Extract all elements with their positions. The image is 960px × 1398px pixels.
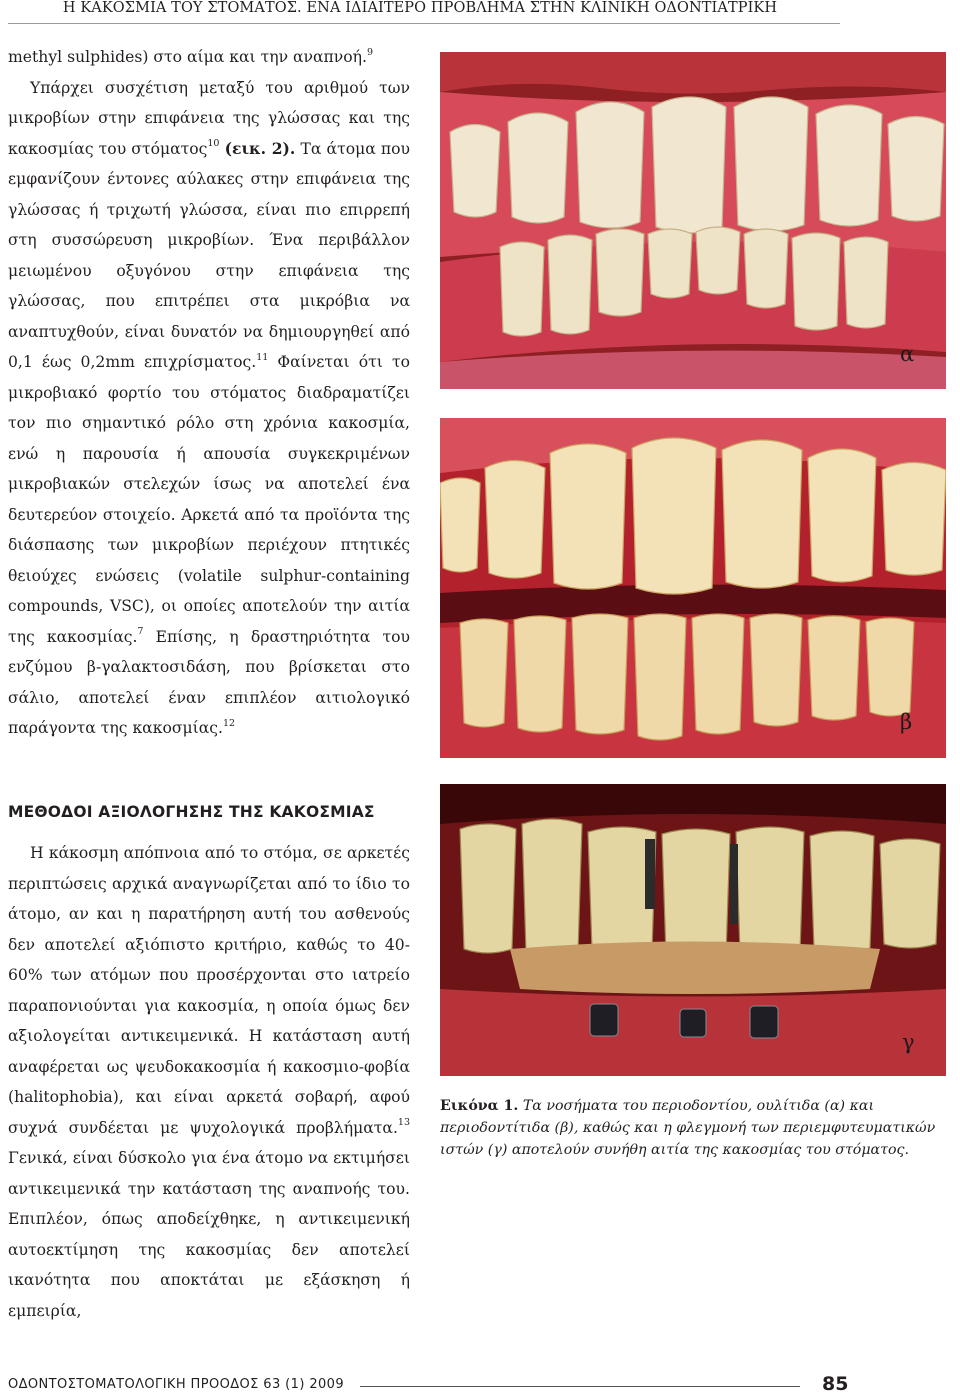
journal-name: ΟΔΟΝΤΟΣΤΟΜΑΤΟΛΟΓΙΚΗ ΠΡΟΟΔΟΣ 63 (1) 2009 — [8, 1377, 345, 1392]
reference-11: 11 — [256, 351, 269, 363]
text-run: Επίσης, η δραστηριότητα του ενζύμου β-γαλακτοσιδάση, που βρίσκεται στο σάλιο, αποτελεί έναν επιπλέον αιτιολογικό παράγοντα της κακοσμίας. — [8, 627, 410, 737]
reference-12: 12 — [222, 717, 236, 729]
reference-13: 13 — [397, 1117, 410, 1129]
caption-label: Εικόνα 1. — [440, 1098, 519, 1114]
reference-10: 10 — [207, 138, 220, 150]
figure-photo-gingivitis — [440, 52, 946, 389]
body-column-top — [8, 42, 410, 744]
figure-label-c: γ — [902, 1030, 915, 1054]
text-run: Υπάρχει συσχέτιση μεταξύ του αριθμού των μικροβίων στην επιφάνεια της γλώσσας και της κακοσμίας του στόματος — [8, 78, 410, 158]
text-run: Φαίνεται ότι το μικροβιακό φορτίο του στόματος διαδραματίζει τον πιο σημαντικό ρόλο στη χρόνια κακοσμία, ενώ η παρουσία ή απουσία συγκεκριμένων μικροβιακών στελεχών ίσως να αποτελεί ένα δευτερεύον στοιχείο. Αρκετά από τα προϊόντα της διάσπασης των μικροβίων περιέχουν πτητικές θειούχες ενώσεις (volatile sulphur-containing compounds, VSC), οι οποίες αποτελούν την αιτία της κακοσμίας. — [8, 353, 410, 646]
figure-caption — [440, 1095, 956, 1161]
footer-rule — [360, 1386, 800, 1387]
peri-implantitis-photo-illustration — [440, 784, 946, 1076]
reference-7: 7 — [137, 626, 144, 638]
figure-photo-peri-implantitis — [440, 784, 946, 1076]
text-run: Γενικά, είναι δύσκολο για ένα άτομο να εκτιμήσει αντικειμενικά την κατάσταση της αναπνοής του. Επιπλέον, όπως αποδείχθηκε, η αντικειμενική αυτοεκτίμηση της κακοσμίας δεν αποτελεί ικανότητα που αποκτάται με εξάσκηση ή εμπειρία, — [8, 1149, 410, 1320]
running-head — [0, 0, 840, 24]
reference-9: 9 — [366, 46, 374, 58]
section-heading: ΜΕΘΟΔΟΙ ΑΞΙΟΛΟΓΗΣΗΣ ΤΗΣ ΚΑΚΟΣΜΙΑΣ — [8, 803, 375, 821]
body-paragraph-2 — [8, 838, 410, 1326]
figure-label-b: β — [900, 710, 913, 734]
text-run: Η κάκοσμη απόπνοια από το στόμα, σε αρκετές περιπτώσεις αρχικά αναγνωρίζεται από το ίδιο το άτομο, αν και η παρατήρηση αυτή του ασθενούς δεν αποτελεί αξιόπιστο κριτήριο, καθώς το 40-60% των ατόμων που προσέρχονται στο ιατρείο παραπονιούνται για κακοσμία, η οποία όμως δεν αξιολογείται αντικειμενικά. Η κατάσταση αυτή αναφέρεται ως ψευδοκακοσμία ή κακοσμιο-φοβία (halitophobia), και είναι αρκετά σοβαρή, αφού συχνά συνδέεται με ψυχολογικά προβλήματα. — [8, 844, 410, 1137]
figure-photo-periodontitis — [440, 418, 946, 758]
text-run: Τα άτομα που εμφανίζουν έντονες αύλακες στην επιφάνεια της γλώσσας ή τριχωτή γλώσσα, είναι πιο επιρρεπή στη συσσώρευση μικροβίων. Ένα περιβάλλον μειωμένου οξυγόνου στην επιφάνεια της γλώσσας, που επιτρέπει στα μικρόβια να αναπτυχθούν, είναι δυνατόν να δημιουργηθεί από 0,1 έως 0,2mm επιχρίσματος. — [8, 139, 410, 371]
running-head-rule — [8, 23, 840, 24]
body-paragraph-1 — [8, 42, 410, 744]
gingivitis-photo-illustration — [440, 52, 946, 389]
running-head-text: Η ΚΑΚΟΣΜΙΑ ΤΟΥ ΣΤΟΜΑΤΟΣ. ΕΝΑ ΙΔΙΑΙΤΕΡΟ ΠΡΟΒΛΗΜΑ ΣΤΗΝ ΚΛΙΝΙΚΗ ΟΔΟΝΤΙΑΤΡΙΚΗ — [62, 0, 778, 16]
page-number: 85 — [822, 1373, 849, 1395]
page-footer — [0, 1370, 960, 1398]
body-column-bottom — [8, 838, 410, 1326]
figure-reference: (εικ. 2). — [224, 138, 296, 158]
caption-text: Τα νοσήματα του περιοδοντίου, ουλίτιδα (α) και περιοδοντίτιδα (β), καθώς και η φλεγμονή των περιεμφυτευματικών ιστών (γ) αποτελούν συνήθη αιτία της κακοσμίας του στόματος. — [440, 1098, 936, 1158]
periodontitis-photo-illustration — [440, 418, 946, 758]
figure-label-a: α — [900, 342, 915, 366]
text-run: methyl sulphides) στο αίμα και την αναπνοή. — [8, 48, 367, 66]
